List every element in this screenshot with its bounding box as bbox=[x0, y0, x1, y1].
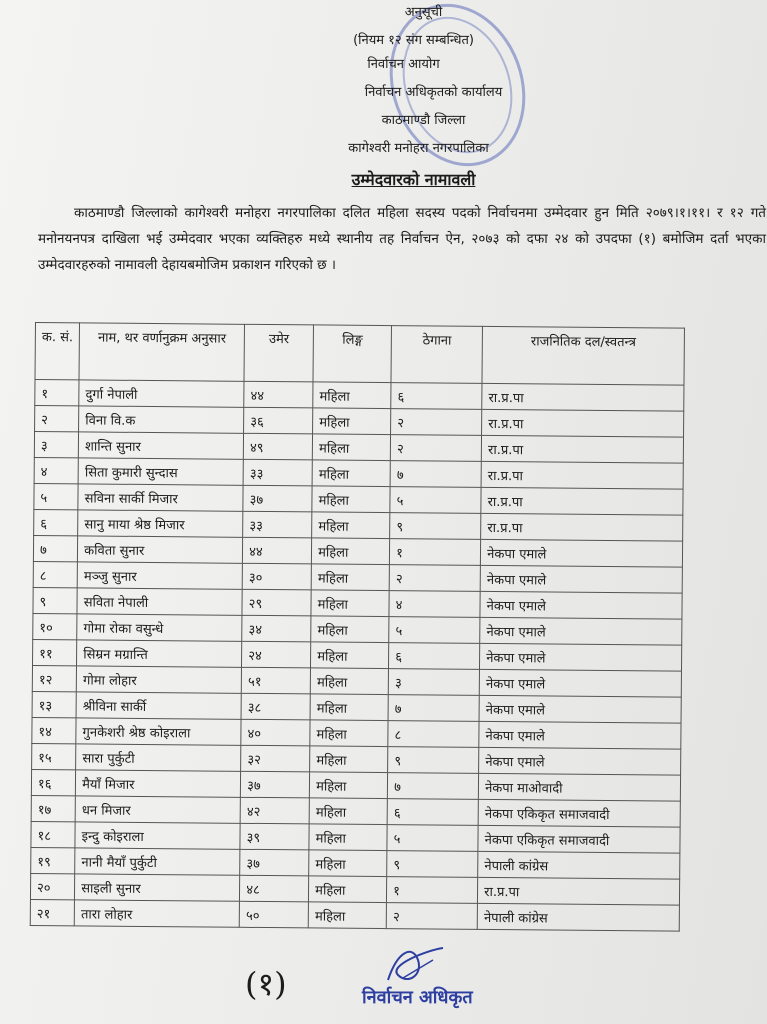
cell-name: सारा पुर्कुटी bbox=[76, 744, 241, 771]
cell-party: नेकपा एकिकृत समाजवादी bbox=[478, 825, 680, 853]
cell-age: ३३ bbox=[243, 459, 312, 486]
cell-sn: ११ bbox=[33, 639, 77, 665]
document-title: उम्मेदवारको नामावली bbox=[351, 170, 476, 189]
cell-sn: ७ bbox=[33, 535, 77, 561]
cell-name: गुनकेशरी श्रेष्ठ कोइराला bbox=[76, 718, 241, 745]
cell-gender: महिला bbox=[308, 902, 386, 929]
cell-sn: १३ bbox=[32, 691, 76, 717]
cell-age: २४ bbox=[242, 641, 311, 668]
cell-age: ३७ bbox=[241, 771, 310, 798]
cell-name: शान्ति सुनार bbox=[78, 432, 243, 459]
cell-name: साइली सुनार bbox=[75, 874, 240, 901]
cell-name: धन मिजार bbox=[75, 796, 240, 823]
cell-gender: महिला bbox=[311, 616, 389, 643]
table-header-row bbox=[35, 323, 684, 386]
cell-age: ४४ bbox=[243, 537, 312, 564]
cell-name: सिता कुमारी सुन्दास bbox=[78, 458, 243, 485]
cell-party: रा.प्र.पा bbox=[478, 877, 680, 905]
cell-age: ४८ bbox=[240, 875, 309, 902]
cell-age: ३६ bbox=[244, 407, 313, 434]
office-name: निर्वाचन अधिकृतको कार्यालय bbox=[364, 85, 503, 100]
cell-sn: ३ bbox=[34, 432, 78, 458]
header-address: ठेगाना bbox=[391, 326, 482, 384]
cell-address: २ bbox=[390, 435, 481, 462]
cell-name: सिम्रन मग्रान्ति bbox=[77, 640, 242, 667]
cell-party: नेकपा एकिकृत समाजवादी bbox=[478, 799, 680, 827]
signature-label: निर्वाचन अधिकृत bbox=[362, 987, 473, 1008]
cell-address: ३ bbox=[388, 669, 479, 696]
cell-age: ३८ bbox=[241, 693, 310, 720]
header-name: नाम, थर वर्णानुक्रम अनुसार bbox=[79, 323, 244, 381]
cell-gender: महिला bbox=[309, 850, 387, 877]
cell-age: ४२ bbox=[240, 797, 309, 824]
cell-name: नानी मैयाँ पुर्कुटी bbox=[75, 848, 240, 875]
candidate-rows bbox=[30, 380, 684, 932]
cell-party: नेकपा एमाले bbox=[479, 695, 681, 723]
intro-paragraph: काठमाण्डौ जिल्लाको कागेश्वरी मनोहरा नगरपालिका दलित महिला सदस्य पदको निर्वाचनमा उम्मेदवार हुन मिति २०७९।१।११। र १२ गते मनोनयनपत्र दाखिला भई उम्मेदवार भएका व्यक्तिहरु मध्ये स्थानीय तह निर्वाचन ऐन, २०७३ को दफा २४ को उपदफा (१) बमोजिम दर्ता भएका उम्मेदवारहरुको नामावली देहायबमोजिम प्रकाशन गरिएको छ । bbox=[38, 205, 766, 273]
cell-age: ३२ bbox=[241, 745, 310, 772]
cell-address: २ bbox=[391, 409, 482, 436]
cell-name: सानु माया श्रेष्ठ मिजार bbox=[78, 510, 243, 537]
cell-address: ७ bbox=[390, 461, 481, 488]
cell-address: ९ bbox=[387, 851, 478, 878]
district-name: काठमाण्डौ जिल्ला bbox=[381, 113, 466, 128]
cell-age: ५० bbox=[239, 901, 308, 928]
cell-party: रा.प्र.पा bbox=[482, 383, 684, 411]
cell-sn: २० bbox=[30, 873, 74, 899]
table-row bbox=[30, 899, 679, 931]
header-sn: क. सं. bbox=[35, 323, 80, 380]
cell-age: ४४ bbox=[244, 381, 313, 408]
cell-name: मैयाँ मिजार bbox=[76, 770, 241, 797]
cell-party: रा.प्र.पा bbox=[481, 461, 683, 489]
cell-party: रा.प्र.पा bbox=[481, 487, 683, 515]
cell-address: ६ bbox=[389, 643, 480, 670]
cell-age: ३३ bbox=[243, 511, 312, 538]
signature-scribble bbox=[378, 940, 448, 990]
cell-party: नेकपा एमाले bbox=[480, 643, 682, 671]
cell-gender: महिला bbox=[313, 382, 391, 409]
cell-age: ३० bbox=[242, 563, 311, 590]
cell-party: नेपाली कांग्रेस bbox=[478, 851, 680, 879]
cell-name: इन्दु कोइराला bbox=[75, 822, 240, 849]
cell-party: रा.प्र.पा bbox=[482, 409, 684, 437]
cell-address: १ bbox=[387, 877, 478, 904]
cell-gender: महिला bbox=[312, 460, 390, 487]
cell-address: २ bbox=[386, 903, 477, 930]
header-party: राजनितिक दल/स्वतन्त्र bbox=[482, 326, 684, 385]
cell-name: सविना सार्की मिजार bbox=[78, 484, 243, 511]
cell-sn: २१ bbox=[30, 899, 74, 925]
cell-gender: महिला bbox=[310, 772, 388, 799]
cell-gender: महिला bbox=[311, 590, 389, 617]
cell-party: नेकपा एमाले bbox=[479, 721, 681, 749]
cell-address: ७ bbox=[388, 695, 479, 722]
cell-sn: १० bbox=[33, 613, 77, 639]
cell-name: श्रीविना सार्की bbox=[76, 692, 241, 719]
cell-gender: महिला bbox=[313, 408, 391, 435]
cell-sn: १२ bbox=[32, 665, 76, 691]
cell-gender: महिला bbox=[312, 512, 390, 539]
cell-age: ४० bbox=[241, 719, 310, 746]
cell-address: २ bbox=[389, 565, 480, 592]
cell-address: ५ bbox=[387, 825, 478, 852]
cell-sn: ६ bbox=[34, 509, 78, 535]
cell-sn: ८ bbox=[33, 561, 77, 587]
cell-party: नेकपा एमाले bbox=[479, 669, 681, 697]
cell-party: नेकपा एमाले bbox=[480, 591, 682, 619]
cell-party: नेकपा एमाले bbox=[481, 539, 683, 567]
municipality-name: कागेश्वरी मनोहरा नगरपालिका bbox=[348, 141, 489, 156]
cell-address: ८ bbox=[388, 721, 479, 748]
cell-gender: महिला bbox=[310, 746, 388, 773]
cell-sn: १४ bbox=[32, 717, 76, 743]
candidate-table bbox=[30, 322, 685, 932]
cell-age: ५१ bbox=[241, 667, 310, 694]
cell-name: गोमा लोहार bbox=[76, 666, 241, 693]
rule-reference: (नियम १२ संग सम्बन्धित) bbox=[353, 33, 474, 48]
cell-age: ३९ bbox=[240, 823, 309, 850]
cell-address: ९ bbox=[390, 513, 481, 540]
cell-name: तारा लोहार bbox=[74, 900, 239, 927]
commission-name: निर्वाचन आयोग bbox=[367, 57, 440, 72]
cell-name: कविता सुनार bbox=[78, 536, 243, 563]
cell-gender: महिला bbox=[310, 720, 388, 747]
cell-gender: महिला bbox=[312, 538, 390, 565]
cell-gender: महिला bbox=[311, 642, 389, 669]
cell-name: विना वि.क bbox=[79, 406, 244, 433]
cell-sn: १५ bbox=[32, 743, 76, 769]
cell-address: ९ bbox=[388, 747, 479, 774]
cell-party: नेकपा एमाले bbox=[480, 617, 682, 645]
cell-address: ५ bbox=[390, 487, 481, 514]
cell-address: ६ bbox=[387, 799, 478, 826]
cell-address: ५ bbox=[389, 617, 480, 644]
cell-sn: ५ bbox=[34, 483, 78, 509]
header-age: उमेर bbox=[244, 324, 313, 382]
cell-sn: १६ bbox=[31, 769, 75, 795]
cell-gender: महिला bbox=[309, 798, 387, 825]
cell-name: गोमा रोका वसुन्धे bbox=[77, 614, 242, 641]
cell-party: नेकपा एमाले bbox=[479, 747, 681, 775]
cell-age: ३७ bbox=[240, 849, 309, 876]
cell-address: ६ bbox=[391, 383, 482, 410]
cell-gender: महिला bbox=[309, 824, 387, 851]
cell-sn: ९ bbox=[33, 587, 77, 613]
cell-address: ७ bbox=[388, 773, 479, 800]
cell-gender: महिला bbox=[310, 668, 388, 695]
cell-gender: महिला bbox=[311, 564, 389, 591]
cell-name: दुर्गा नेपाली bbox=[79, 380, 244, 407]
cell-party: नेपाली कांग्रेस bbox=[477, 903, 679, 931]
cell-age: ३७ bbox=[243, 485, 312, 512]
cell-sn: १ bbox=[35, 380, 79, 406]
cell-sn: ४ bbox=[34, 457, 78, 483]
cell-sn: १७ bbox=[31, 795, 75, 821]
cell-address: ४ bbox=[389, 591, 480, 618]
cell-party: नेकपा माओवादी bbox=[479, 773, 681, 801]
header-gender: लिङ्ग bbox=[313, 325, 391, 383]
cell-sn: १९ bbox=[31, 847, 75, 873]
cell-gender: महिला bbox=[309, 876, 387, 903]
cell-party: रा.प्र.पा bbox=[481, 435, 683, 463]
cell-age: २९ bbox=[242, 589, 311, 616]
cell-name: सविता नेपाली bbox=[77, 588, 242, 615]
cell-gender: महिला bbox=[310, 694, 388, 721]
cell-party: रा.प्र.पा bbox=[481, 513, 683, 541]
annex-label: अनुसूची bbox=[404, 5, 443, 20]
cell-party: नेकपा एमाले bbox=[480, 565, 682, 593]
cell-name: मञ्जु सुनार bbox=[77, 562, 242, 589]
cell-sn: १८ bbox=[31, 821, 75, 847]
page-number: (१) bbox=[245, 965, 287, 1003]
cell-age: ३४ bbox=[242, 615, 311, 642]
cell-gender: महिला bbox=[312, 486, 390, 513]
cell-sn: २ bbox=[35, 406, 79, 432]
cell-address: १ bbox=[390, 539, 481, 566]
cell-age: ४९ bbox=[243, 433, 312, 460]
cell-gender: महिला bbox=[312, 434, 390, 461]
